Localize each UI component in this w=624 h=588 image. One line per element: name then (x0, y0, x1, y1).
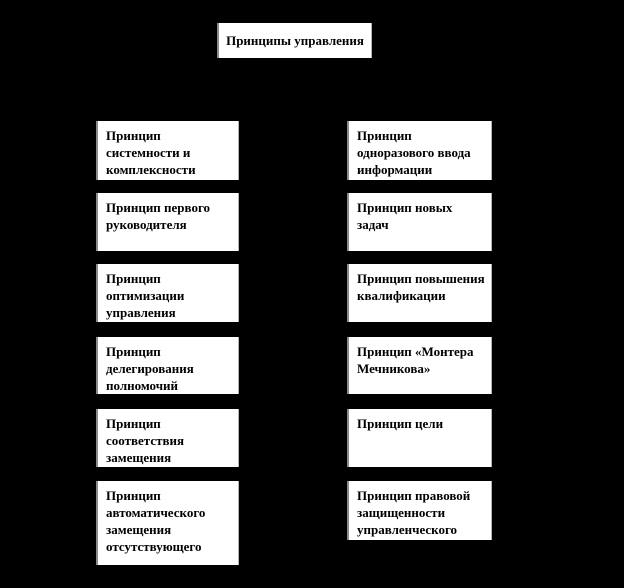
principle-box-pravovoy-zashchishchennosti (347, 481, 492, 540)
principle-label: Принцип повышения квалификации (357, 271, 485, 303)
principle-box-delegirovaniya (96, 337, 239, 394)
principle-label: Принцип новых задач (357, 200, 453, 232)
title-box (217, 23, 372, 58)
principle-label: Принцип делегирования полномочий (106, 344, 194, 393)
principle-box-sootvetstviya (96, 409, 239, 467)
principle-label: Принцип одноразового ввода информации (357, 128, 471, 177)
principle-box-odnorazovogo-vvoda (347, 121, 492, 180)
principle-label: Принцип правовой защищенности управленческого (357, 488, 471, 537)
principle-label: Принцип автоматического замещения отсутствующего (106, 488, 206, 554)
principle-box-optimizatsii (96, 264, 239, 322)
diagram-title: Принципы управления (226, 33, 364, 48)
principle-box-tseli (347, 409, 492, 467)
principle-label: Принцип «Монтера Мечникова» (357, 344, 474, 376)
principle-label: Принцип цели (357, 416, 444, 431)
principle-box-povysheniya-kvalifikatsii (347, 264, 492, 322)
principle-label: Принцип первого руководителя (106, 200, 211, 232)
principle-box-avtomaticheskogo-zameshcheniya (96, 481, 239, 565)
principle-box-novykh-zadach (347, 193, 492, 251)
principle-label: Принцип соответствия замещения (106, 416, 185, 465)
principle-label: Принцип системности и комплексности (106, 128, 196, 177)
principle-box-montera-mechnikova (347, 337, 492, 394)
principle-label: Принцип оптимизации управления (106, 271, 185, 320)
principle-box-systemnost (96, 121, 239, 180)
principle-box-pervogo-rukovoditelya (96, 193, 239, 251)
